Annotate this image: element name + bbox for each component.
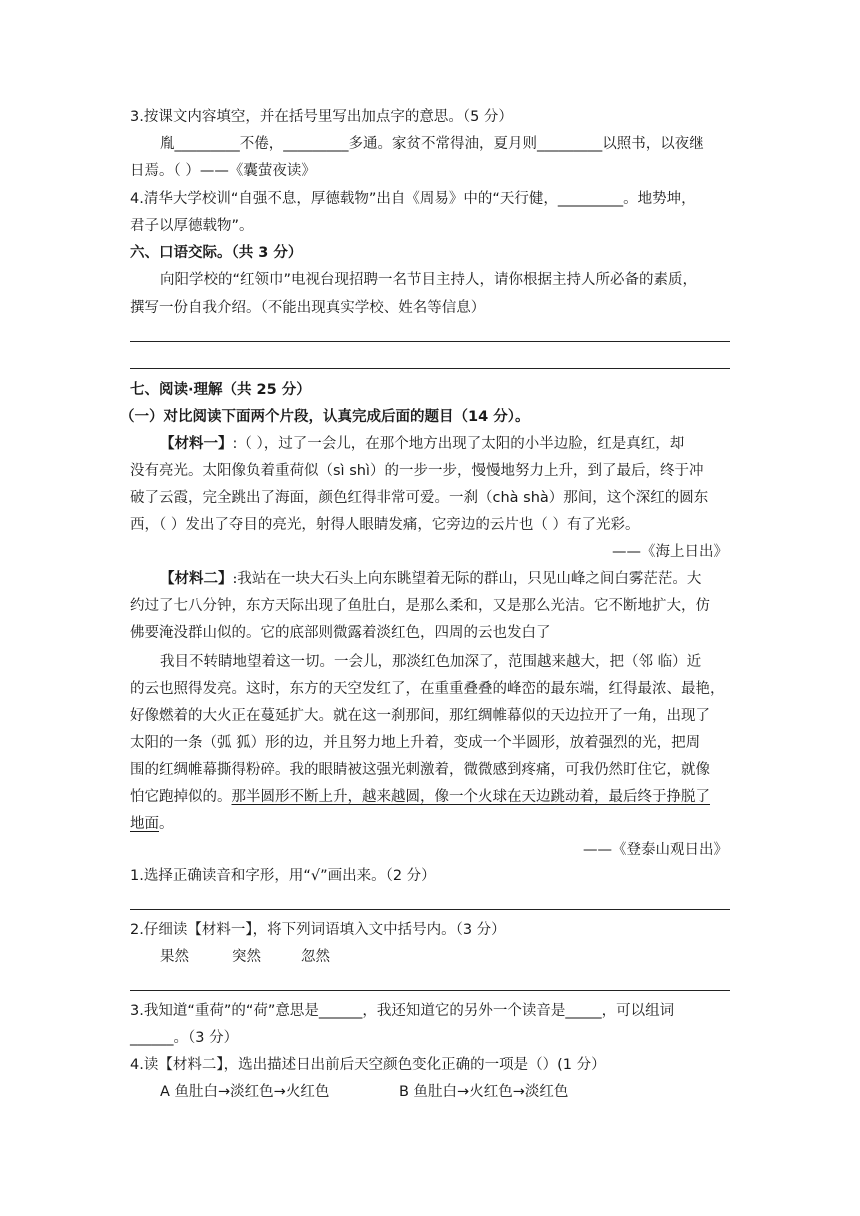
answer-line xyxy=(130,368,730,369)
answer-line xyxy=(130,341,730,342)
underlined-sentence: 那半圆形不断上升，越来越圆，像一个火球在天边跳动着，最后终于挣脱了 xyxy=(231,789,710,805)
material1-label: 【材料一】 xyxy=(160,436,233,452)
section6-heading: 六、口语交际。（共 3 分） xyxy=(130,245,303,261)
material2-line3: 佛要淹没群山似的。它的底部则微露着淡红色，四周的云也发白了 xyxy=(130,625,551,641)
word-option: 忽然 xyxy=(301,949,330,965)
material1-line1: 【材料一】:（ ），过了一会儿，在那个地方出现了太阳的小半边脸，红是真红，却 xyxy=(160,436,685,452)
question-2: 2.仔细读【材料一】，将下列词语填入文中括号内。（3 分） xyxy=(130,922,506,938)
material1-line2: 没有亮光。太阳像负着重荷似（sì shì）的一步一步，慢慢地努力上升，到了最后，终于冲 xyxy=(130,463,704,479)
material2-line2: 约过了七八分钟，东方天际出现了鱼肚白，是那么柔和，又是那么光洁。它不断地扩大，仿 xyxy=(130,598,710,614)
material2-line1: 【材料二】:我站在一块大石头上向东眺望着无际的群山，只见山峰之间白雾茫茫。大 xyxy=(160,571,702,587)
question-4-options xyxy=(160,1082,760,1102)
material2-source: ——《登泰山观日出》 xyxy=(583,842,728,858)
q3-line2: 日焉。（ ）——《囊萤夜读》 xyxy=(130,163,316,179)
option-a: A 鱼肚白→淡红色→火红色 xyxy=(160,1084,330,1100)
material2-line10: 地面。 xyxy=(130,816,174,832)
option-b: B 鱼肚白→火红色→淡红色 xyxy=(399,1084,569,1100)
material2-line4: 我目不转睛地望着这一切。一会儿，那淡红色加深了，范围越来越大，把（邻 临）近 xyxy=(160,654,702,670)
underlined-sentence-end: 地面 xyxy=(130,816,159,832)
section6-line2: 撰写一份自我介绍。（不能出现真实学校、姓名等信息） xyxy=(130,300,486,316)
material1-line3: 破了云霞，完全跳出了海面，颜色红得非常可爱。一刹（chà shà）那间，这个深红的圆东 xyxy=(130,490,709,506)
q3-heading: 3.按课文内容填空，并在括号里写出加点字的意思。（5 分） xyxy=(130,109,513,125)
material2-label: 【材料二】 xyxy=(160,571,233,587)
question-3-line1: 3.我知道“重荷”的“荷”意思是______，我还知道它的另外一个读音是_____，可以组词 xyxy=(130,1003,675,1019)
material2-line5: 的云也照得发亮。这时，东方的天空发红了，在重重叠叠的峰峦的最东端，红得最浓、最艳， xyxy=(130,681,725,697)
q4-line1: 4.清华大学校训“自强不息，厚德载物”出自《周易》中的“天行健，_________。地势坤， xyxy=(130,191,696,207)
word-option: 果然 xyxy=(160,949,189,965)
material1-source: ——《海上日出》 xyxy=(612,544,728,560)
section6-line1: 向阳学校的“红领巾”电视台现招聘一名节目主持人，请你根据主持人所必备的素质， xyxy=(160,272,698,288)
section7-sub1: （一）对比阅读下面两个片段，认真完成后面的题目（14 分）。 xyxy=(120,409,530,425)
material1-line4: 西，（ ）发出了夺目的亮光，射得人眼睛发痛，它旁边的云片也（ ）有了光彩。 xyxy=(130,517,640,533)
word-option: 突然 xyxy=(232,949,261,965)
material2-line6: 好像燃着的大火正在蔓延扩大。就在这一刹那间，那红绸帷幕似的天边拉开了一角，出现了 xyxy=(130,708,710,724)
material2-line7: 太阳的一条（弧 狐）形的边，并且努力地上升着，变成一个半圆形，放着强烈的光，把周 xyxy=(130,735,701,751)
question-2-words xyxy=(160,947,760,967)
question-4: 4.读【材料二】，选出描述日出前后天空颜色变化正确的一项是（）(1 分） xyxy=(130,1057,606,1073)
answer-line xyxy=(130,909,730,910)
answer-line xyxy=(130,990,730,991)
section7-heading: 七、阅读·理解（共 25 分） xyxy=(130,382,311,398)
q3-line1: 胤_________不倦，_________多通。家贫不常得油，夏月则_________以照书，以夜继 xyxy=(160,136,704,152)
question-3-line2: ______。（3 分） xyxy=(130,1030,239,1046)
question-1: 1.选择正确读音和字形，用“√”画出来。（2 分） xyxy=(130,868,436,884)
q4-line2: 君子以厚德载物”。 xyxy=(130,218,254,234)
material2-line8: 围的红绸帷幕撕得粉碎。我的眼睛被这强光刺激着，微微感到疼痛，可我仍然盯住它，就像 xyxy=(130,762,710,778)
material2-line9: 怕它跑掉似的。那半圆形不断上升，越来越圆，像一个火球在天边跳动着，最后终于挣脱了 xyxy=(130,789,710,805)
